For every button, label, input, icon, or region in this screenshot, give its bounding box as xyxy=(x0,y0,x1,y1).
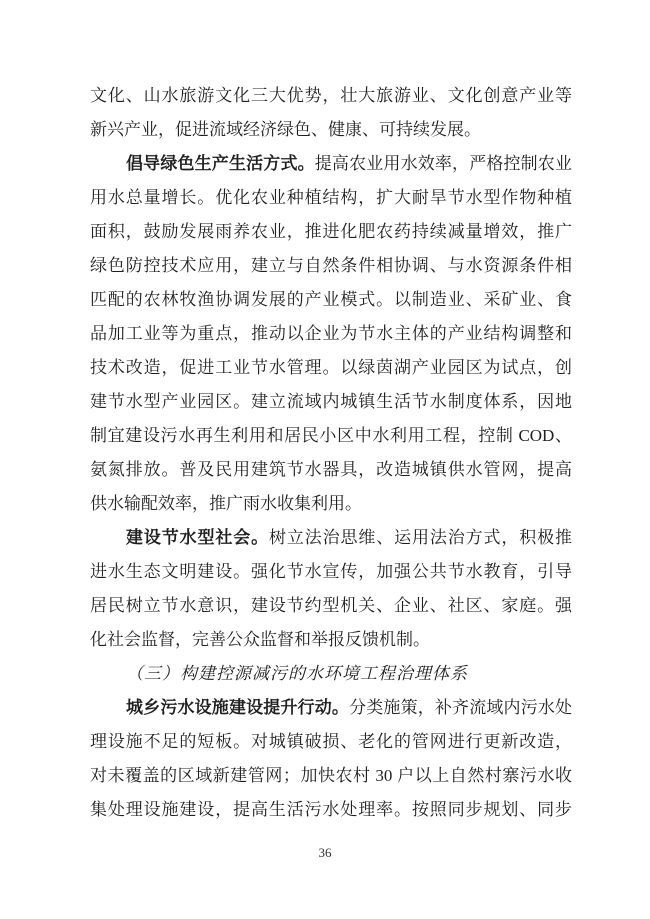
text-line: 建设节水型社会。树立法治思维、运用法治方式，积极推 xyxy=(126,528,572,547)
text-line: 理设施不足的短板。对城镇破损、老化的管网进行更新改造， xyxy=(90,732,572,751)
text-line: 化社会监督，完善公众监督和举报反馈机制。 xyxy=(90,630,430,649)
text-line: 城乡污水设施建设提升行动。分类施策，补齐流域内污水处 xyxy=(126,698,573,717)
text-line: 品加工业等为重点，推动以企业为节水主体的产业结构调整和 xyxy=(90,324,572,343)
text-line: 绿色防控技术应用，建立与自然条件相协调、与水资源条件相 xyxy=(90,256,572,275)
text-line: 进水生态文明建设。强化节水宣传，加强公共节水教育，引导 xyxy=(90,562,572,581)
page-number: 36 xyxy=(318,845,332,860)
paragraph-lead-bold: 倡导绿色生产生活方式。 xyxy=(126,154,315,173)
text-line: 文化、山水旅游文化三大优势，壮大旅游业、文化创意产业等 xyxy=(90,86,572,105)
section-heading-line: （三）构建控源减污的水环境工程治理体系 xyxy=(126,664,468,683)
text-line: 面积，鼓励发展雨养农业，推进化肥农药持续减量增效，推广 xyxy=(90,222,572,241)
text-line: 氨氮排放。普及民用建筑节水器具，改造城镇供水管网，提高 xyxy=(90,460,572,479)
text-line: 居民树立节水意识，建设节约型机关、企业、社区、家庭。强 xyxy=(90,596,572,615)
document-body xyxy=(90,79,572,827)
text-line: 倡导绿色生产生活方式。提高农业用水效率，严格控制农业 xyxy=(126,154,573,173)
text-line: 用水总量增长。优化农业种植结构，扩大耐旱节水型作物种植 xyxy=(90,188,572,207)
text-line: 建节水型产业园区。建立流域内城镇生活节水制度体系，因地 xyxy=(90,392,572,411)
text-line: 供水输配效率，推广雨水收集利用。 xyxy=(90,494,362,513)
text-line: 对未覆盖的区域新建管网；加快农村 30 户以上自然村寨污水收 xyxy=(90,766,572,785)
text-line: 集处理设施建设，提高生活污水处理率。按照同步规划、同步 xyxy=(90,800,572,819)
paragraph-lead-bold: 城乡污水设施建设提升行动。 xyxy=(126,698,350,717)
text-line: 匹配的农林牧渔协调发展的产业模式。以制造业、采矿业、食 xyxy=(90,290,572,309)
paragraph-lead-bold: 建设节水型社会。 xyxy=(126,528,269,547)
text-line: 制宜建设污水再生利用和居民小区中水利用工程，控制 COD、 xyxy=(90,426,572,445)
text-line: 技术改造，促进工业节水管理。以绿茵湖产业园区为试点，创 xyxy=(90,358,572,377)
text-line: 新兴产业，促进流域经济绿色、健康、可持续发展。 xyxy=(90,120,481,139)
